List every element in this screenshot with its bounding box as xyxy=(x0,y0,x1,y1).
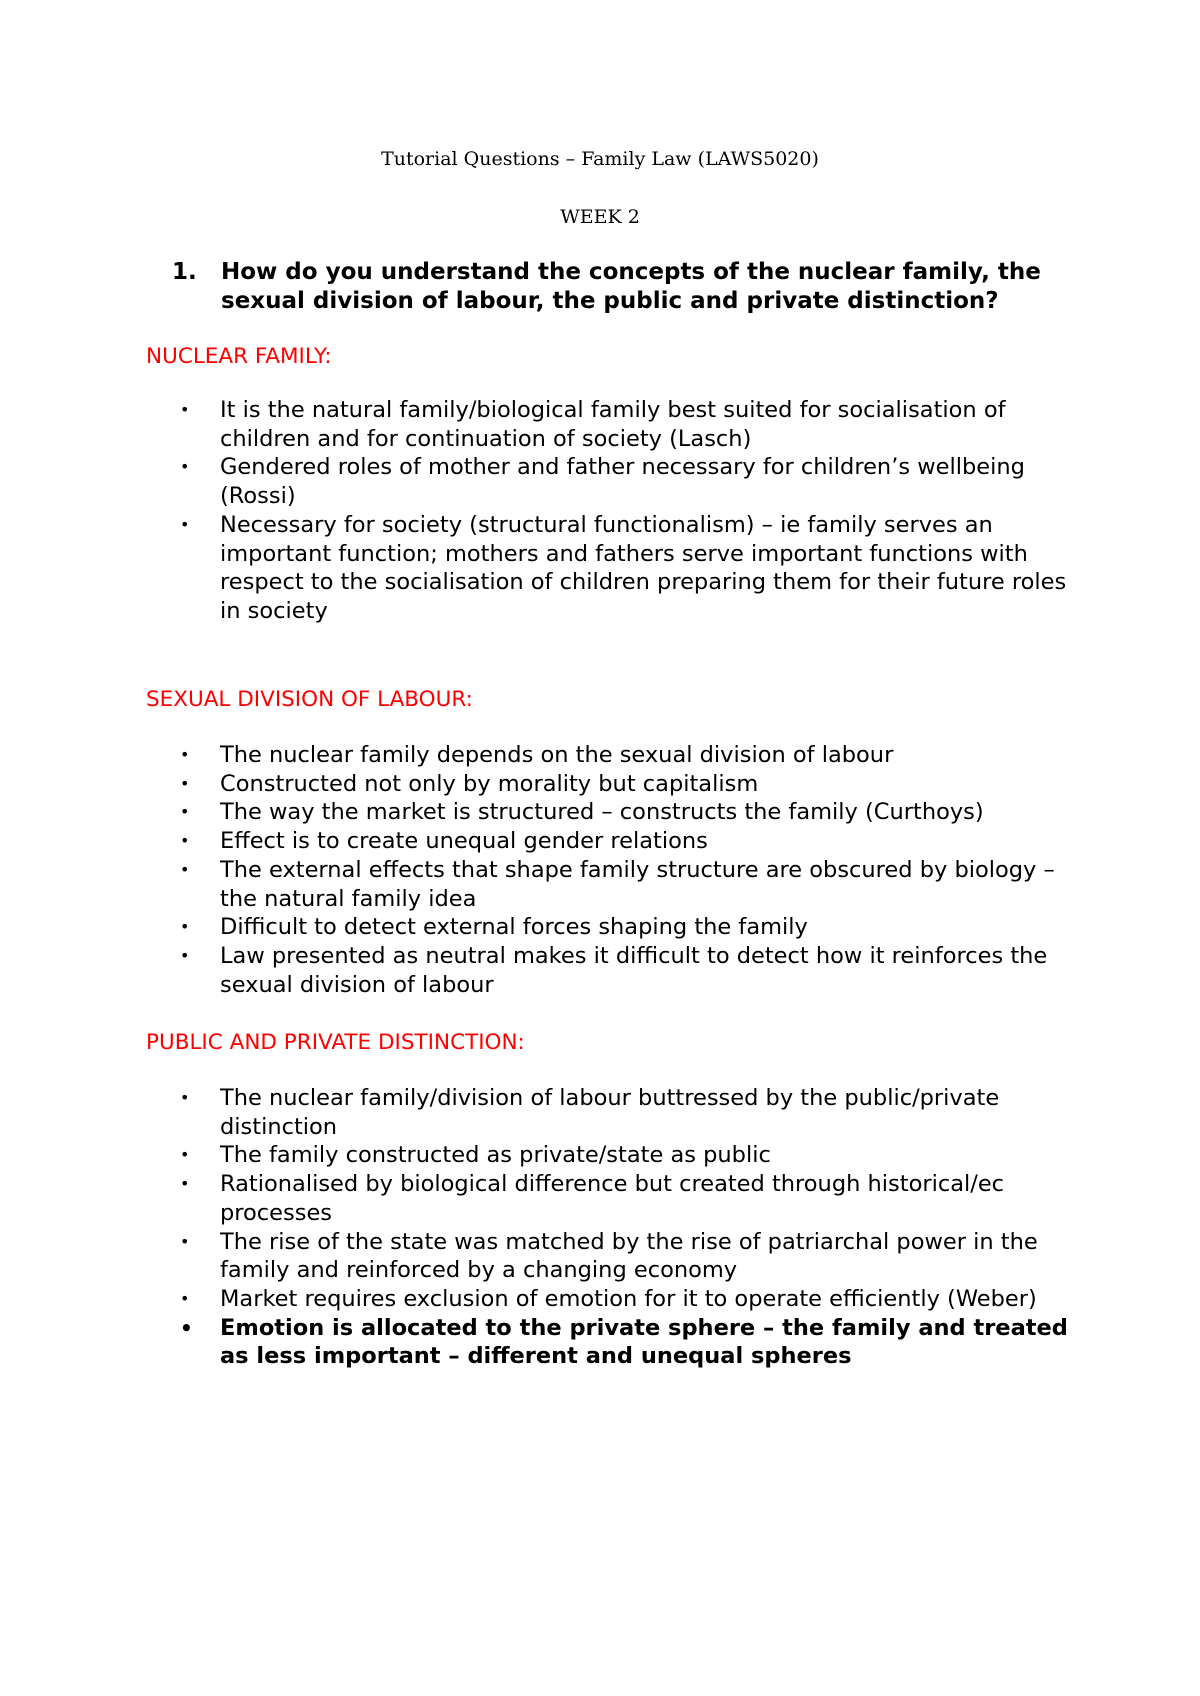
list-item xyxy=(180,1285,1080,1314)
list-item xyxy=(180,1084,1080,1141)
bullet-list-nuclear-family xyxy=(180,396,1080,626)
list-item xyxy=(180,511,1080,626)
list-item-text: The external effects that shape family structure are obscured by biology – the natural family idea xyxy=(220,856,1055,912)
bullet-icon: • xyxy=(180,945,190,965)
bullet-list-sexual-division-of-labour xyxy=(180,741,1080,999)
list-item xyxy=(180,1141,1080,1170)
list-item-text: Law presented as neutral makes it difficult to detect how it reinforces the sexual division of labour xyxy=(220,942,1048,998)
bullet-icon: • xyxy=(180,773,190,793)
bullet-icon: • xyxy=(180,514,190,534)
bullet-icon: • xyxy=(180,917,190,937)
question-number: 1. xyxy=(172,259,197,285)
list-item-text: The nuclear family/division of labour buttressed by the public/private distinction xyxy=(220,1085,1000,1140)
list-item-text: Necessary for society (structural functionalism) – ie family serves an important function; mothers and fathers serve important functions with respect to the socialisation of children preparing them for their future roles in society xyxy=(220,511,1067,624)
list-item-text: Rationalised by biological difference but created through historical/ec processes xyxy=(220,1171,1005,1226)
bullet-icon: • xyxy=(180,1315,193,1340)
bullet-icon: • xyxy=(180,831,190,851)
bullet-icon: • xyxy=(180,1174,190,1194)
list-item-text: Emotion is allocated to the private sphere – the family and treated as less important – different and unequal spheres xyxy=(220,1314,1068,1370)
bullet-icon: • xyxy=(180,400,190,419)
bullet-icon: • xyxy=(180,859,190,879)
list-item-text: The family constructed as private/state as public xyxy=(220,1142,771,1169)
list-item xyxy=(180,1314,1080,1371)
list-item-text: Gendered roles of mother and father necessary for children’s wellbeing (Rossi) xyxy=(220,454,1025,510)
list-item-text: The rise of the state was matched by the rise of patriarchal power in the family and reinforced by a changing economy xyxy=(220,1228,1038,1284)
list-item xyxy=(180,741,1080,770)
list-item xyxy=(180,856,1080,913)
list-item xyxy=(180,1170,1080,1227)
week-heading: WEEK 2 xyxy=(560,206,640,228)
section-heading-sexual-division-of-labour: SEXUAL DIVISION OF LABOUR: xyxy=(146,687,473,712)
list-item-text: Constructed not only by morality but capitalism xyxy=(220,770,759,797)
list-item-text: Effect is to create unequal gender relations xyxy=(220,828,708,855)
bullet-icon: • xyxy=(180,457,190,477)
list-item-text: The way the market is structured – constructs the family (Curthoys) xyxy=(220,799,984,826)
bullet-icon: • xyxy=(180,802,190,822)
question-text: How do you understand the concepts of the nuclear family, the sexual division of labour, the public and private distinction? xyxy=(221,259,1041,314)
list-item xyxy=(180,1228,1080,1285)
section-heading-public-private-distinction: PUBLIC AND PRIVATE DISTINCTION: xyxy=(146,1030,525,1055)
list-item xyxy=(180,942,1080,999)
section-heading-nuclear-family: NUCLEAR FAMILY: xyxy=(146,344,332,369)
list-item-text: Difficult to detect external forces shaping the family xyxy=(220,914,808,941)
document-title: Tutorial Questions – Family Law (LAWS5020) xyxy=(381,148,819,170)
list-item-text: It is the natural family/biological family best suited for socialisation of children and for continuation of society (Lasch) xyxy=(220,397,1006,452)
bullet-icon: • xyxy=(180,1231,190,1251)
list-item xyxy=(180,396,1080,453)
bullet-icon: • xyxy=(180,1088,190,1107)
question-1 xyxy=(172,258,1072,315)
bullet-list-public-private-distinction xyxy=(180,1084,1080,1371)
list-item xyxy=(180,453,1080,510)
bullet-icon: • xyxy=(180,1145,190,1165)
list-item-text: The nuclear family depends on the sexual division of labour xyxy=(220,742,894,768)
bullet-icon: • xyxy=(180,1288,190,1308)
list-item xyxy=(180,913,1080,942)
list-item xyxy=(180,827,1080,856)
list-item xyxy=(180,770,1080,799)
list-item-text: Market requires exclusion of emotion for it to operate efficiently (Weber) xyxy=(220,1285,1037,1312)
bullet-icon: • xyxy=(180,745,190,764)
list-item xyxy=(180,798,1080,827)
